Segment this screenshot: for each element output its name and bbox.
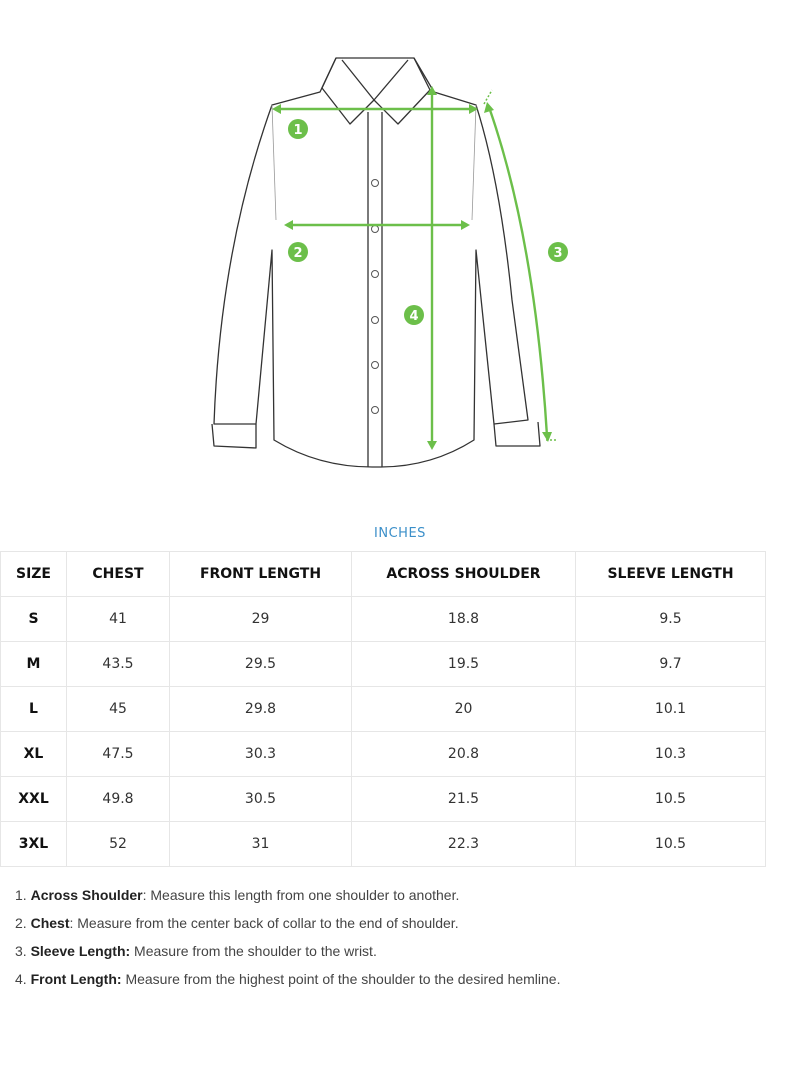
header-size: SIZE: [1, 552, 67, 597]
front-length-cell: 30.3: [170, 732, 352, 777]
size-cell: L: [1, 687, 67, 732]
size-cell: S: [1, 597, 67, 642]
collar: [322, 58, 430, 124]
across-shoulder-cell: 22.3: [352, 822, 576, 867]
table-row: [1, 687, 766, 732]
measurement-notes: [15, 883, 560, 995]
header-sleeve-length: SLEEVE LENGTH: [576, 552, 766, 597]
right-cuff: [494, 422, 540, 446]
sleeve-measure-line: [490, 110, 547, 436]
chest-cell: 41: [67, 597, 170, 642]
size-cell: XL: [1, 732, 67, 777]
sleeve-length-cell: 10.1: [576, 687, 766, 732]
sleeve-length-cell: 9.7: [576, 642, 766, 687]
shirt-diagram: [0, 0, 792, 500]
chest-cell: 49.8: [67, 777, 170, 822]
button-dot: [372, 362, 379, 369]
table-row: [1, 822, 766, 867]
header-chest: CHEST: [67, 552, 170, 597]
note-chest: 2. Chest: Measure from the center back of collar to the end of shoulder.: [15, 915, 459, 931]
front-length-cell: 29.5: [170, 642, 352, 687]
table-row: [1, 777, 766, 822]
size-cell: M: [1, 642, 67, 687]
across-shoulder-cell: 18.8: [352, 597, 576, 642]
front-length-cell: 31: [170, 822, 352, 867]
across-shoulder-cell: 21.5: [352, 777, 576, 822]
header-across-shoulder: ACROSS SHOULDER: [352, 552, 576, 597]
button-dot: [372, 180, 379, 187]
button-dot: [372, 226, 379, 233]
button-dot: [372, 271, 379, 278]
chest-cell: 52: [67, 822, 170, 867]
note-front-length: 4. Front Length: Measure from the highest point of the shoulder to the desired hemline.: [15, 971, 561, 987]
across-shoulder-cell: 19.5: [352, 642, 576, 687]
marker-1-label: 1: [293, 123, 303, 138]
chest-cell: 45: [67, 687, 170, 732]
front-length-cell: 30.5: [170, 777, 352, 822]
header-front-length: FRONT LENGTH: [170, 552, 352, 597]
sleeve-length-cell: 9.5: [576, 597, 766, 642]
left-cuff: [212, 424, 256, 448]
table-header-row: [1, 552, 766, 597]
sleeve-length-cell: 10.3: [576, 732, 766, 777]
note-sleeve-length: 3. Sleeve Length: Measure from the shoulder to the wrist.: [15, 943, 377, 959]
sleeve-length-cell: 10.5: [576, 822, 766, 867]
table-row: [1, 597, 766, 642]
shirt-outline: [214, 58, 528, 467]
marker-3-label: 3: [553, 246, 563, 261]
units-label: INCHES: [374, 526, 426, 541]
table-row: [1, 642, 766, 687]
table-row: [1, 732, 766, 777]
across-shoulder-cell: 20: [352, 687, 576, 732]
size-cell: 3XL: [1, 822, 67, 867]
marker-2-label: 2: [293, 246, 303, 261]
size-cell: XXL: [1, 777, 67, 822]
button-dot: [372, 317, 379, 324]
across-shoulder-cell: 20.8: [352, 732, 576, 777]
chest-cell: 43.5: [67, 642, 170, 687]
note-across-shoulder: 1. Across Shoulder: Measure this length from one shoulder to another.: [15, 887, 460, 903]
sleeve-length-cell: 10.5: [576, 777, 766, 822]
marker-4-label: 4: [409, 309, 419, 324]
front-length-cell: 29.8: [170, 687, 352, 732]
size-chart-table: [0, 551, 766, 867]
front-length-cell: 29: [170, 597, 352, 642]
chest-cell: 47.5: [67, 732, 170, 777]
button-dot: [372, 407, 379, 414]
